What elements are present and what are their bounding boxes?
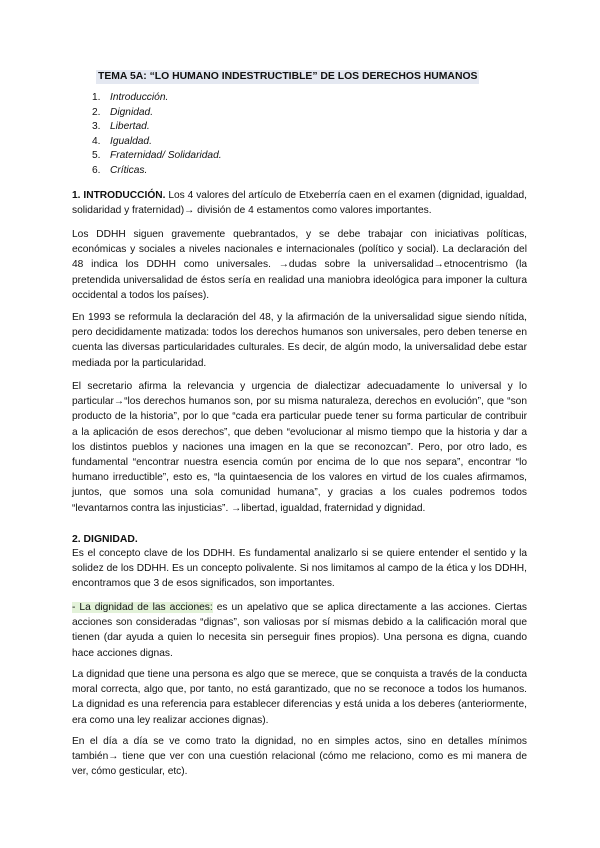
toc-item: 6. Críticas.	[92, 164, 148, 176]
paragraph-dignidad-dia-a-dia: En el día a día se ve como trato la dignidad, no en simples actos, sino en detalles mínimos también→ tiene que ver con una cuestión relacional (cómo me relaciono, como es mi manera de ver, cómo gesticular, etc).	[72, 736, 527, 778]
paragraph-1993-reform: En 1993 se reformula la declaración del 48, y la afirmación de la universalidad sigue siendo nítida, pero decididamente matizada: todos los derechos humanos son universales, pero deben tenerse en cuenta las diversas particularidades culturales. Es decir, de algún modo, la universalidad debe estar mediada por la particularidad.	[72, 312, 527, 369]
toc-item: 5. Fraternidad/ Solidaridad.	[92, 150, 222, 162]
paragraph-secretary: El secretario afirma la relevancia y urgencia de dialectizar adecuadamente lo universal y lo particular→“los derechos humanos son, por su misma naturaleza, derechos en evolución”, que “son producto de la historia”, por lo que “cada era particular puede tener su forma particular de contribuir a la aplicación de esos derechos”, que deben “evolucionar al mismo tiempo que la historia y dar a los distintos pueblos y naciones una imagen en la que se reconozcan”. Pero, por otro lado, es fundamental “encontrar nuestra esencia común por encima de lo que nos separa”, encontrar “lo humano irreductible”, esto es, “la quintaesencia de los valores en virtud de los cuales afirmamos, juntos, que somos una sola comunidad humana”, y gracias a los cuales podremos todos “levantarnos contra las injusticias”. →libertad, igualdad, fraternidad y dignidad.	[72, 381, 527, 514]
toc-item: 4. Igualdad.	[92, 135, 152, 147]
toc-item: 2. Dignidad.	[92, 106, 154, 118]
highlighted-term: - La dignidad de las acciones:	[72, 602, 213, 613]
table-of-contents	[92, 91, 222, 179]
paragraph-dignidad-concept: Es el concepto clave de los DDHH. Es fundamental analizarlo si se quiere entender el sentido y la solidez de los DDHH. Es un concepto polivalente. Si nos limitamos al campo de la ética y los DDHH, encontramos que 3 de esos significados, son importantes.	[72, 548, 527, 590]
paragraph-dignidad-acciones: - La dignidad de las acciones: es un apelativo que se aplica directamente a las acciones. Ciertas acciones son consideradas “dignas”, son valiosas por sí mismas debido a la calificación moral que tienen (dar ayuda a quien lo necesita sin perseguir fines propios). Una persona es digna, cuando hace acciones dignas.	[72, 602, 527, 659]
intro-paragraph: 1. INTRODUCCIÓN. Los 4 valores del artículo de Etxeberría caen en el examen (dignidad, igualdad, solidaridad y fraternidad)→ división de 4 estamentos como valores importantes.	[72, 190, 527, 217]
paragraph-dignidad-merecida: La dignidad que tiene una persona es algo que se merece, que se conquista a través de la conducta moral correcta, algo que, por tanto, no está garantizado, que no se reconoce a todos los humanos. La dignidad es una referencia para establecer diferencias y está unida a los deberes (anteriormente, era como una ley realizar acciones dignas).	[72, 669, 527, 726]
document-title: TEMA 5A: “LO HUMANO INDESTRUCTIBLE” DE LOS DERECHOS HUMANOS	[98, 71, 478, 82]
toc-item: 3. Libertad.	[92, 121, 150, 133]
toc-item: 1. Introducción.	[92, 92, 169, 103]
section-heading-dignidad: 2. DIGNIDAD.	[72, 534, 138, 545]
section-heading-introduccion: 1. INTRODUCCIÓN.	[72, 190, 166, 201]
paragraph-universality: Los DDHH siguen gravemente quebrantados, y se debe trabajar con iniciativas políticas, económicas y sociales a niveles nacionales e internacionales (político y social). La declaración del 48 indica los DDHH como universales. →dudas sobre la universalidad→etnocentrismo (la pretendida universalidad de éstos sería en realidad una maniobra ideológica para imponer la cultura occidental a todos los países).	[72, 229, 527, 301]
